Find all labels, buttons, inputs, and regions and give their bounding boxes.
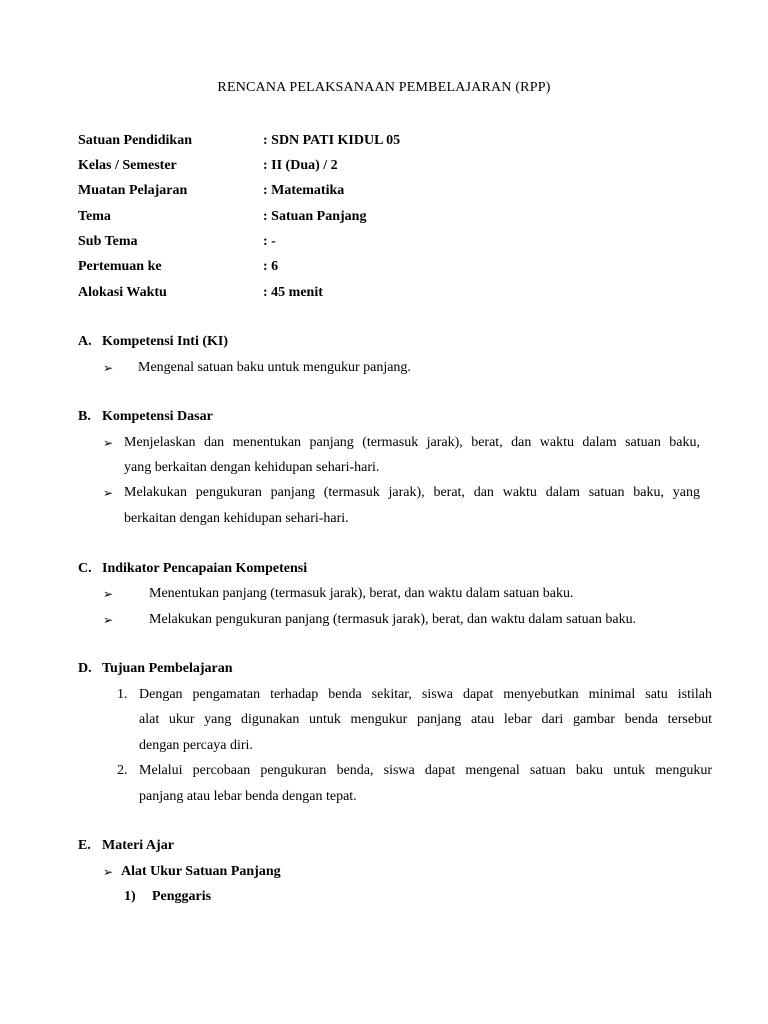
identity-label: Satuan Pendidikan bbox=[78, 133, 192, 148]
section-heading: Materi Ajar bbox=[102, 838, 174, 853]
identity-value: : 6 bbox=[263, 259, 279, 274]
identity-label: Muatan Pelajaran bbox=[78, 183, 188, 198]
list-item-line: berkaitan dengan kehidupan sehari-hari. bbox=[124, 511, 349, 526]
list-item-line: alat ukur yang digunakan untuk mengukur panjang atau lebar dari gambar benda tersebut bbox=[139, 712, 712, 727]
section-heading: Kompetensi Dasar bbox=[102, 409, 213, 424]
section-letter: C. bbox=[78, 561, 92, 576]
identity-value: : Matematika bbox=[263, 183, 345, 198]
sub-item-label: Penggaris bbox=[152, 889, 212, 904]
identity-label: Pertemuan ke bbox=[78, 259, 162, 274]
list-item: Mengenal satuan baku untuk mengukur panjang. bbox=[138, 360, 411, 375]
section-letter: D. bbox=[78, 661, 92, 676]
list-item-line: Dengan pengamatan terhadap benda sekitar, siswa dapat menyebutkan minimal satu istilah bbox=[139, 687, 712, 702]
identity-value: : 45 menit bbox=[263, 285, 323, 300]
identity-value: : II (Dua) / 2 bbox=[263, 158, 338, 173]
identity-value: : - bbox=[263, 234, 276, 249]
list-item: Melakukan pengukuran panjang (termasuk jarak), berat, dan waktu dalam satuan baku. bbox=[149, 612, 637, 627]
section-heading: Tujuan Pembelajaran bbox=[102, 661, 233, 676]
arrow-bullet-icon: ➢ bbox=[103, 486, 114, 500]
section-letter: E. bbox=[78, 838, 91, 853]
arrow-bullet-icon: ➢ bbox=[103, 865, 114, 879]
list-item-line: Melalui percobaan pengukuran benda, siswa dapat mengenal satuan baku untuk mengukur bbox=[139, 763, 712, 778]
list-item-line: Menjelaskan dan menentukan panjang (termasuk jarak), berat, dan waktu dalam satuan baku, bbox=[124, 435, 700, 450]
section-letter: A. bbox=[78, 334, 92, 349]
section-heading: Indikator Pencapaian Kompetensi bbox=[102, 561, 308, 576]
section-letter: B. bbox=[78, 409, 91, 424]
list-item-line: yang berkaitan dengan kehidupan sehari-hari. bbox=[124, 460, 380, 475]
section-heading: Kompetensi Inti (KI) bbox=[102, 334, 228, 349]
identity-value: : Satuan Panjang bbox=[263, 209, 367, 224]
document-title: RENCANA PELAKSANAAN PEMBELAJARAN (RPP) bbox=[217, 80, 551, 95]
list-item: Menentukan panjang (termasuk jarak), berat, dan waktu dalam satuan baku. bbox=[149, 586, 574, 601]
identity-value: : SDN PATI KIDUL 05 bbox=[263, 133, 401, 148]
arrow-bullet-icon: ➢ bbox=[103, 587, 114, 601]
arrow-bullet-icon: ➢ bbox=[103, 613, 114, 627]
list-number: 1) bbox=[124, 889, 136, 904]
identity-label: Kelas / Semester bbox=[78, 158, 177, 173]
arrow-bullet-icon: ➢ bbox=[103, 361, 114, 375]
list-item-line: panjang atau lebar benda dengan tepat. bbox=[139, 789, 357, 804]
sub-heading: Alat Ukur Satuan Panjang bbox=[121, 864, 281, 879]
identity-label: Sub Tema bbox=[78, 234, 138, 249]
list-number: 2. bbox=[117, 763, 128, 778]
identity-label: Alokasi Waktu bbox=[78, 285, 167, 300]
identity-label: Tema bbox=[78, 209, 111, 224]
arrow-bullet-icon: ➢ bbox=[103, 436, 114, 450]
list-number: 1. bbox=[117, 687, 128, 702]
list-item-line: dengan percaya diri. bbox=[139, 738, 253, 753]
list-item-line: Melakukan pengukuran panjang (termasuk jarak), berat, dan waktu dalam satuan baku, yang bbox=[124, 485, 700, 500]
